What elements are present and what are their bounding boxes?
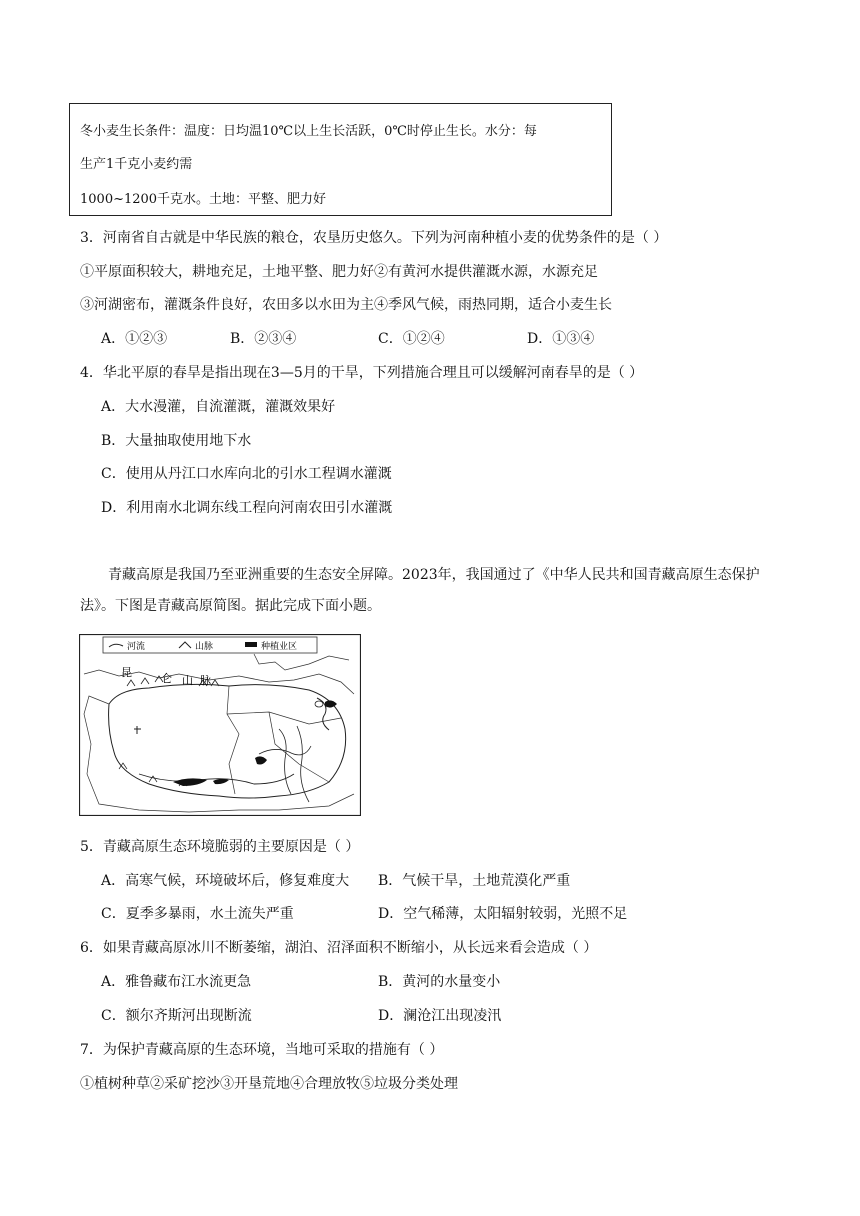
q5-option-b[interactable]: B．气候干旱，土地荒漠化严重 bbox=[378, 873, 571, 889]
map-label-lun: 仑 bbox=[161, 672, 172, 685]
q5-option-d[interactable]: D．空气稀薄，太阳辐射较弱，光照不足 bbox=[378, 906, 628, 922]
intro-paragraph: 青藏高原是我国乃至亚洲重要的生态安全屏障。2023年，我国通过了《中华人民共和国青藏高原生态保护法》。下图是青藏高原简图。据此完成下面小题。 bbox=[80, 567, 760, 614]
infobox-line-1: 冬小麦生长条件：温度：日均温10℃以上生长活跃，0℃时停止生长。水分：每 bbox=[80, 124, 537, 139]
q4-option-c[interactable]: C．使用从丹江口水库向北的引水工程调水灌溉 bbox=[101, 466, 392, 482]
q3-stem: 3．河南省自古就是中华民族的粮仓，农垦历史悠久。下列为河南种植小麦的优势条件的是（ ） bbox=[80, 230, 668, 246]
wheat-conditions-box bbox=[69, 103, 612, 216]
q5-option-c[interactable]: C．夏季多暴雨，水土流失严重 bbox=[101, 906, 294, 922]
tibetan-plateau-map bbox=[79, 634, 361, 816]
map-label-mai: 脉 bbox=[200, 674, 211, 687]
q3-option-c[interactable]: C．①②④ bbox=[378, 331, 445, 347]
q3-option-d[interactable]: D．①③④ bbox=[527, 331, 595, 347]
map-label-shan: 山 bbox=[182, 674, 193, 687]
infobox-line-2: 生产1千克小麦约需 bbox=[80, 157, 193, 172]
legend-farm: 种植业区 bbox=[261, 642, 298, 652]
q3-statement-1: ①平原面积较大，耕地充足，土地平整、肥力好②有黄河水提供灌溉水源，水源充足 bbox=[80, 264, 598, 280]
q7-statement-1: ①植树种草②采矿挖沙③开垦荒地④合理放牧⑤垃圾分类处理 bbox=[80, 1076, 458, 1092]
q3-option-a[interactable]: A．①②③ bbox=[101, 331, 168, 347]
q6-option-b[interactable]: B．黄河的水量变小 bbox=[378, 974, 501, 990]
legend-river: 河流 bbox=[127, 642, 146, 652]
q6-option-d[interactable]: D．澜沧江出现凌汛 bbox=[378, 1008, 502, 1024]
q6-option-a[interactable]: A．雅鲁藏布江水流更急 bbox=[101, 974, 252, 990]
farm-legend-icon bbox=[245, 642, 257, 647]
map-legend bbox=[103, 637, 317, 653]
q3-statement-2: ③河湖密布，灌溉条件良好，农田多以水田为主④季风气候，雨热同期，适合小麦生长 bbox=[80, 297, 612, 313]
q3-option-b[interactable]: B．②③④ bbox=[230, 331, 297, 347]
legend-mountain: 山脉 bbox=[195, 642, 214, 652]
q4-option-a[interactable]: A．大水漫灌，自流灌溉，灌溉效果好 bbox=[101, 399, 336, 415]
map-label-kun: 昆 bbox=[121, 666, 132, 679]
q7-stem: 7．为保护青藏高原的生态环境，当地可采取的措施有（ ） bbox=[80, 1042, 444, 1058]
q5-option-a[interactable]: A．高寒气候，环境破坏后，修复难度大 bbox=[101, 873, 350, 889]
q6-stem: 6．如果青藏高原冰川不断萎缩，湖泊、沼泽面积不断缩小，从长远来看会造成（ ） bbox=[80, 940, 598, 956]
q6-option-c[interactable]: C．额尔齐斯河出现断流 bbox=[101, 1008, 252, 1024]
q4-option-b[interactable]: B．大量抽取使用地下水 bbox=[101, 433, 252, 449]
q4-option-d[interactable]: D．利用南水北调东线工程向河南农田引水灌溉 bbox=[101, 500, 393, 516]
q4-stem: 4．华北平原的春旱是指出现在3—5月的干旱，下列措施合理且可以缓解河南春旱的是（ ） bbox=[80, 365, 644, 381]
q5-stem: 5．青藏高原生态环境脆弱的主要原因是（ ） bbox=[80, 839, 360, 855]
infobox-line-3: 1000~1200千克水。土地：平整、肥力好 bbox=[80, 192, 327, 207]
